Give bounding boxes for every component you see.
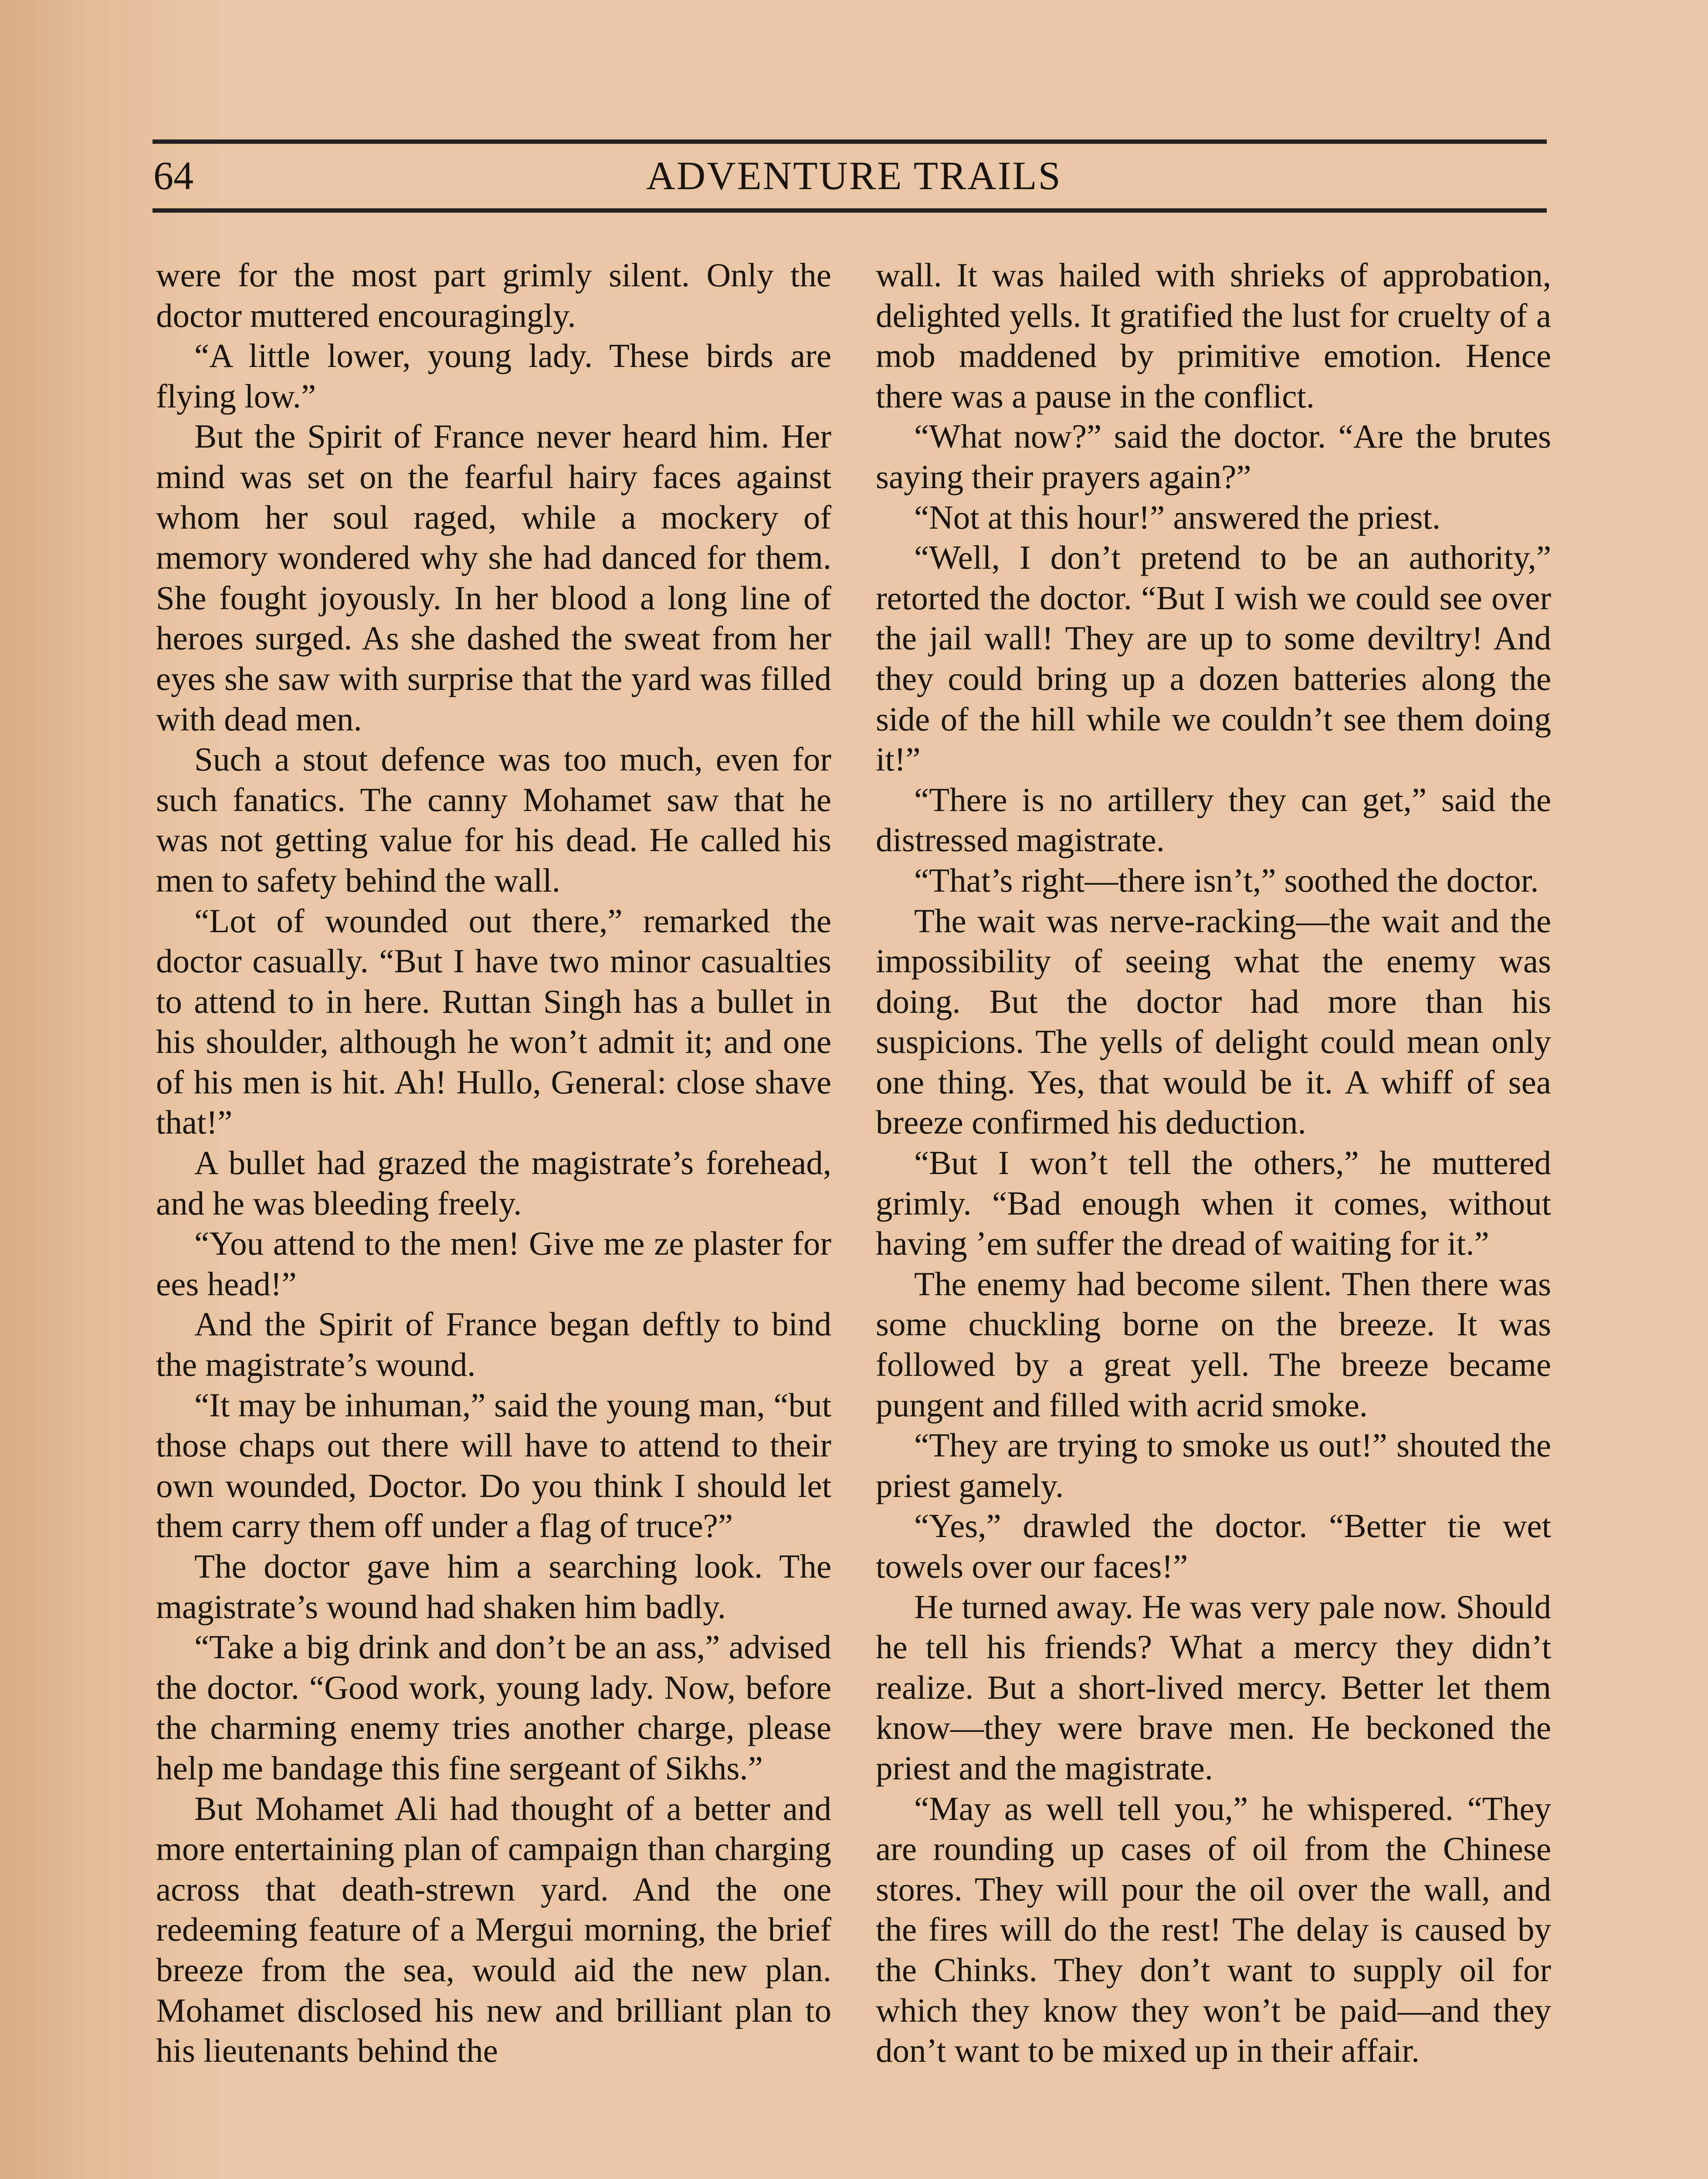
paragraph: “You attend to the men! Give me ze plaster for ees head!” <box>156 1225 831 1303</box>
running-title: ADVENTURE TRAILS <box>646 153 1062 198</box>
header-rule-bottom <box>152 208 1547 213</box>
paragraph: “They are trying to smoke us out!” shouted the priest gamely. <box>876 1426 1551 1504</box>
paragraph: “Take a big drink and don’t be an ass,” advised the doctor. “Good work, young lady. Now, before the charming enemy tries another charge, please help me bandage this fine sergeant of Sikhs.” <box>156 1628 831 1787</box>
paragraph: “There is no artillery they can get,” said the distressed magistrate. <box>876 781 1551 859</box>
paragraph: “That’s right—there isn’t,” soothed the doctor. <box>914 861 1539 899</box>
paragraph: “It may be inhuman,” said the young man, “but those chaps out there will have to attend to their own wounded, Doctor. Do you think I should let them carry them off under a flag of truce?” <box>156 1386 831 1545</box>
paragraph: “Not at this hour!” answered the priest. <box>914 498 1441 536</box>
paragraph: The enemy had become silent. Then there was some chuckling borne on the breeze. It was followed by a great yell. The breeze became pungent and filled with acrid smoke. <box>876 1265 1551 1424</box>
paragraph: But the Spirit of France never heard him. Her mind was set on the fearful hairy faces against whom her soul raged, while a mockery of memory wondered why she had danced for them. She fought joyously. In her blood a long line of heroes surged. As she dashed the sweat from her eyes she saw with surprise that the yard was filled with dead men. <box>156 417 831 738</box>
paragraph: He turned away. He was very pale now. Should he tell his friends? What a mercy they didn’t realize. But a short-lived mercy. Better let them know—they were brave men. He beckoned the priest and the magistrate. <box>876 1588 1551 1787</box>
paragraph: “What now?” said the doctor. “Are the brutes saying their prayers again?” <box>876 417 1551 496</box>
paragraph: “Well, I don’t pretend to be an authority,” retorted the doctor. “But I wish we could see over the jail wall! They are up to some deviltry! And they could bring up a dozen batteries along the side of the hill while we couldn’t see them doing it!” <box>876 539 1551 778</box>
paragraph: But Mohamet Ali had thought of a better and more entertaining plan of campaign than charging across that death-strewn yard. And the one redeeming feature of a Mergui morning, the brief breeze from the sea, would aid the new plan. Mohamet disclosed his new and brilliant plan to his lieutenants behind the <box>156 1789 831 2070</box>
paragraph: “But I won’t tell the others,” he muttered grimly. “Bad enough when it comes, without having ’em suffer the dread of waiting for it.” <box>876 1144 1551 1263</box>
right-column <box>876 255 1551 2071</box>
paragraph: “Yes,” drawled the doctor. “Better tie wet towels over our faces!” <box>876 1507 1551 1585</box>
paragraph: wall. It was hailed with shrieks of approbation, delighted yells. It gratified the lust for cruelty of a mob maddened by primitive emotion. Hence there was a pause in the conflict. <box>876 256 1551 415</box>
paragraph: The doctor gave him a searching look. The magistrate’s wound had shaken him badly. <box>156 1548 831 1626</box>
paragraph: And the Spirit of France began deftly to bind the magistrate’s wound. <box>156 1305 831 1384</box>
paragraph: The wait was nerve-racking—the wait and the impossibility of seeing what the enemy was doing. But the doctor had more than his suspicions. The yells of delight could mean only one thing. Yes, that would be it. A whiff of sea breeze confirmed his deduction. <box>876 902 1551 1141</box>
paragraph: “May as well tell you,” he whispered. “They are rounding up cases of oil from the Chinese stores. They will pour the oil over the wall, and the fires will do the rest! The delay is caused by the Chinks. They don’t want to supply oil for which they know they won’t be paid—and they don’t want to be mixed up in their affair. <box>876 1789 1551 2070</box>
page-number: 64 <box>153 153 193 198</box>
paragraph: Such a stout defence was too much, even for such fanatics. The canny Mohamet saw that he was not getting value for his dead. He called his men to safety behind the wall. <box>156 740 831 899</box>
paragraph: were for the most part grimly silent. Only the doctor muttered encouragingly. <box>156 256 831 334</box>
paragraph: “A little lower, young lady. These birds are flying low.” <box>156 337 831 415</box>
paragraph: “Lot of wounded out there,” remarked the doctor casually. “But I have two minor casualties to attend to in here. Ruttan Singh has a bullet in his shoulder, although he won’t admit it; and one of his men is hit. Ah! Hullo, General: close shave that!” <box>156 902 831 1141</box>
left-column <box>156 255 831 2071</box>
paragraph: A bullet had grazed the magistrate’s forehead, and he was bleeding freely. <box>156 1144 831 1222</box>
header-rule-top <box>152 139 1547 144</box>
